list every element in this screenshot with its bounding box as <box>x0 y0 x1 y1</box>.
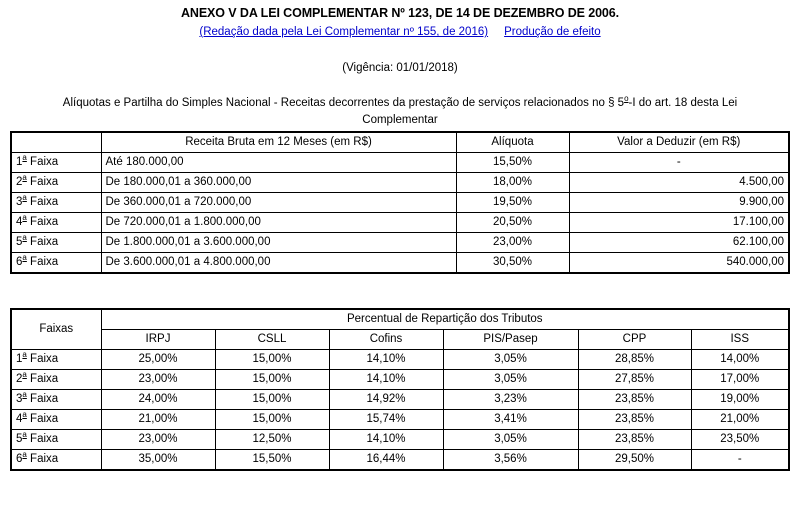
faixa-word: Faixa <box>26 236 59 248</box>
ordinal-indicator: a <box>22 430 27 440</box>
header-percentual-group: Percentual de Repartição dos Tributos <box>101 309 789 330</box>
tributo-value-cell: 12,50% <box>215 430 329 450</box>
table-row-header-group <box>11 309 789 330</box>
faixa-number: 3 <box>16 196 23 208</box>
header-faixas: Faixas <box>11 309 101 350</box>
valor-deduzir-cell: - <box>569 153 789 173</box>
faixa-word: Faixa <box>26 453 59 465</box>
aliquota-cell: 18,00% <box>456 173 569 193</box>
ordinal-indicator: a <box>22 410 27 420</box>
receita-cell: De 3.600.000,01 a 4.800.000,00 <box>101 253 456 274</box>
valor-deduzir-cell: 4.500,00 <box>569 173 789 193</box>
table-row <box>11 233 789 253</box>
tributo-value-cell: 3,05% <box>443 350 578 370</box>
tributo-value-cell: 23,00% <box>101 430 215 450</box>
faixa-number: 1 <box>16 353 23 365</box>
ordinal-indicator: a <box>22 193 27 203</box>
receita-cell: De 360.000,01 a 720.000,00 <box>101 193 456 213</box>
faixa-number: 3 <box>16 393 23 405</box>
ordinal-indicator: a <box>22 173 27 183</box>
header-receita-bruta: Receita Bruta em 12 Meses (em R$) <box>101 132 456 153</box>
header-tributo-csll: CSLL <box>215 330 329 350</box>
header-tributo-irpj: IRPJ <box>101 330 215 350</box>
table-row <box>11 253 789 274</box>
faixa-word: Faixa <box>26 256 59 268</box>
faixa-label <box>11 233 101 253</box>
tributo-value-cell: 29,50% <box>578 450 691 471</box>
faixa-number: 1 <box>16 156 23 168</box>
header-faixa <box>11 132 101 153</box>
tributo-value-cell: - <box>691 450 789 471</box>
tributo-value-cell: 23,00% <box>101 370 215 390</box>
faixa-label <box>11 430 101 450</box>
ordinal-indicator: a <box>22 390 27 400</box>
faixa-number: 5 <box>16 236 23 248</box>
header-tributo-pis-pasep: PIS/Pasep <box>443 330 578 350</box>
tributo-value-cell: 28,85% <box>578 350 691 370</box>
faixa-label <box>11 153 101 173</box>
tributo-value-cell: 23,85% <box>578 410 691 430</box>
tributo-value-cell: 14,10% <box>329 370 443 390</box>
aliquota-cell: 23,00% <box>456 233 569 253</box>
faixa-label <box>11 213 101 233</box>
ordinal-indicator: a <box>22 450 27 460</box>
receita-cell: De 180.000,01 a 360.000,00 <box>101 173 456 193</box>
tributo-value-cell: 19,00% <box>691 390 789 410</box>
tributo-value-cell: 15,74% <box>329 410 443 430</box>
faixa-number: 5 <box>16 433 23 445</box>
faixa-label <box>11 370 101 390</box>
tributo-value-cell: 21,00% <box>691 410 789 430</box>
ordinal-indicator: a <box>22 213 27 223</box>
tributo-value-cell: 25,00% <box>101 350 215 370</box>
tributo-value-cell: 23,50% <box>691 430 789 450</box>
receita-cell: Até 180.000,00 <box>101 153 456 173</box>
tributo-value-cell: 23,85% <box>578 430 691 450</box>
tributo-value-cell: 17,00% <box>691 370 789 390</box>
table-row <box>11 370 789 390</box>
aliquota-cell: 30,50% <box>456 253 569 274</box>
faixa-number: 6 <box>16 453 23 465</box>
tributo-value-cell: 15,00% <box>215 350 329 370</box>
table-row <box>11 193 789 213</box>
faixa-word: Faixa <box>26 156 59 168</box>
header-tributo-cofins: Cofins <box>329 330 443 350</box>
faixa-label <box>11 410 101 430</box>
faixa-word: Faixa <box>26 353 59 365</box>
faixa-label <box>11 253 101 274</box>
tributo-value-cell: 3,23% <box>443 390 578 410</box>
producao-efeito-link[interactable]: Produção de efeito <box>504 26 601 38</box>
tributo-value-cell: 3,41% <box>443 410 578 430</box>
tributo-value-cell: 15,50% <box>215 450 329 471</box>
faixa-number: 2 <box>16 373 23 385</box>
tributo-value-cell: 15,00% <box>215 370 329 390</box>
valor-deduzir-cell: 17.100,00 <box>569 213 789 233</box>
receita-cell: De 720.000,01 a 1.800.000,00 <box>101 213 456 233</box>
faixa-word: Faixa <box>26 433 59 445</box>
page-title: ANEXO V DA LEI COMPLEMENTAR Nº 123, DE 14 DE DEZEMBRO DE 2006. <box>180 6 620 20</box>
aliquota-cell: 15,50% <box>456 153 569 173</box>
faixa-number: 6 <box>16 256 23 268</box>
ordinal-indicator: a <box>22 370 27 380</box>
faixa-label <box>11 193 101 213</box>
tributo-value-cell: 3,56% <box>443 450 578 471</box>
table-row-header <box>11 132 789 153</box>
tributo-value-cell: 15,00% <box>215 410 329 430</box>
faixa-label <box>11 350 101 370</box>
tributo-value-cell: 14,10% <box>329 430 443 450</box>
aliquotas-table <box>10 131 790 274</box>
valor-deduzir-cell: 9.900,00 <box>569 193 789 213</box>
ordinal-indicator: a <box>22 233 27 243</box>
tributo-value-cell: 15,00% <box>215 390 329 410</box>
faixa-number: 4 <box>16 413 23 425</box>
faixa-number: 4 <box>16 216 23 228</box>
vigencia-text: (Vigência: 01/01/2018) <box>342 62 458 74</box>
faixa-label <box>11 173 101 193</box>
header-aliquota: Alíquota <box>456 132 569 153</box>
header-links <box>0 21 800 40</box>
faixa-word: Faixa <box>26 373 59 385</box>
faixa-word: Faixa <box>26 413 59 425</box>
table-row <box>11 350 789 370</box>
tributo-value-cell: 16,44% <box>329 450 443 471</box>
table-row <box>11 390 789 410</box>
tributo-value-cell: 3,05% <box>443 370 578 390</box>
tributo-value-cell: 3,05% <box>443 430 578 450</box>
ordinal-indicator: a <box>22 253 27 263</box>
tributo-value-cell: 14,10% <box>329 350 443 370</box>
table-two-body <box>11 350 789 471</box>
faixa-word: Faixa <box>26 393 59 405</box>
tributo-value-cell: 27,85% <box>578 370 691 390</box>
faixa-label <box>11 450 101 471</box>
aliquota-cell: 19,50% <box>456 193 569 213</box>
table-row <box>11 213 789 233</box>
tributo-value-cell: 14,92% <box>329 390 443 410</box>
table-row <box>11 410 789 430</box>
tributo-value-cell: 23,85% <box>578 390 691 410</box>
table-row <box>11 450 789 471</box>
faixa-word: Faixa <box>26 176 59 188</box>
tributo-value-cell: 35,00% <box>101 450 215 471</box>
table-one-container <box>10 131 790 274</box>
table-two-container <box>10 308 790 471</box>
faixa-word: Faixa <box>26 196 59 208</box>
table-row <box>11 430 789 450</box>
header-tributo-cpp: CPP <box>578 330 691 350</box>
tributo-value-cell: 21,00% <box>101 410 215 430</box>
valor-deduzir-cell: 62.100,00 <box>569 233 789 253</box>
tributo-value-cell: 14,00% <box>691 350 789 370</box>
reparticao-tributos-table <box>10 308 790 471</box>
ordinal-indicator: a <box>22 153 27 163</box>
ordinal-indicator: o <box>624 94 629 104</box>
redacao-link[interactable]: (Redação dada pela Lei Complementar nº 155, de 2016) <box>199 26 489 38</box>
table-row <box>11 153 789 173</box>
table-row-subheader <box>11 330 789 350</box>
faixa-label <box>11 390 101 410</box>
valor-deduzir-cell: 540.000,00 <box>569 253 789 274</box>
receita-cell: De 1.800.000,01 a 3.600.000,00 <box>101 233 456 253</box>
tributo-value-cell: 24,00% <box>101 390 215 410</box>
faixa-word: Faixa <box>26 216 59 228</box>
header-tributo-iss: ISS <box>691 330 789 350</box>
header-valor-deduzir: Valor a Deduzir (em R$) <box>569 132 789 153</box>
aliquota-cell: 20,50% <box>456 213 569 233</box>
faixa-number: 2 <box>16 176 23 188</box>
ordinal-indicator: a <box>22 350 27 360</box>
table-row <box>11 173 789 193</box>
table-one-body <box>11 153 789 274</box>
document-subtitle: Alíquotas e Partilha do Simples Nacional - Receitas decorrentes da prestação de serviços relacionados no § 5$^o$-I do art. 18 desta Lei Complementar <box>62 94 738 126</box>
